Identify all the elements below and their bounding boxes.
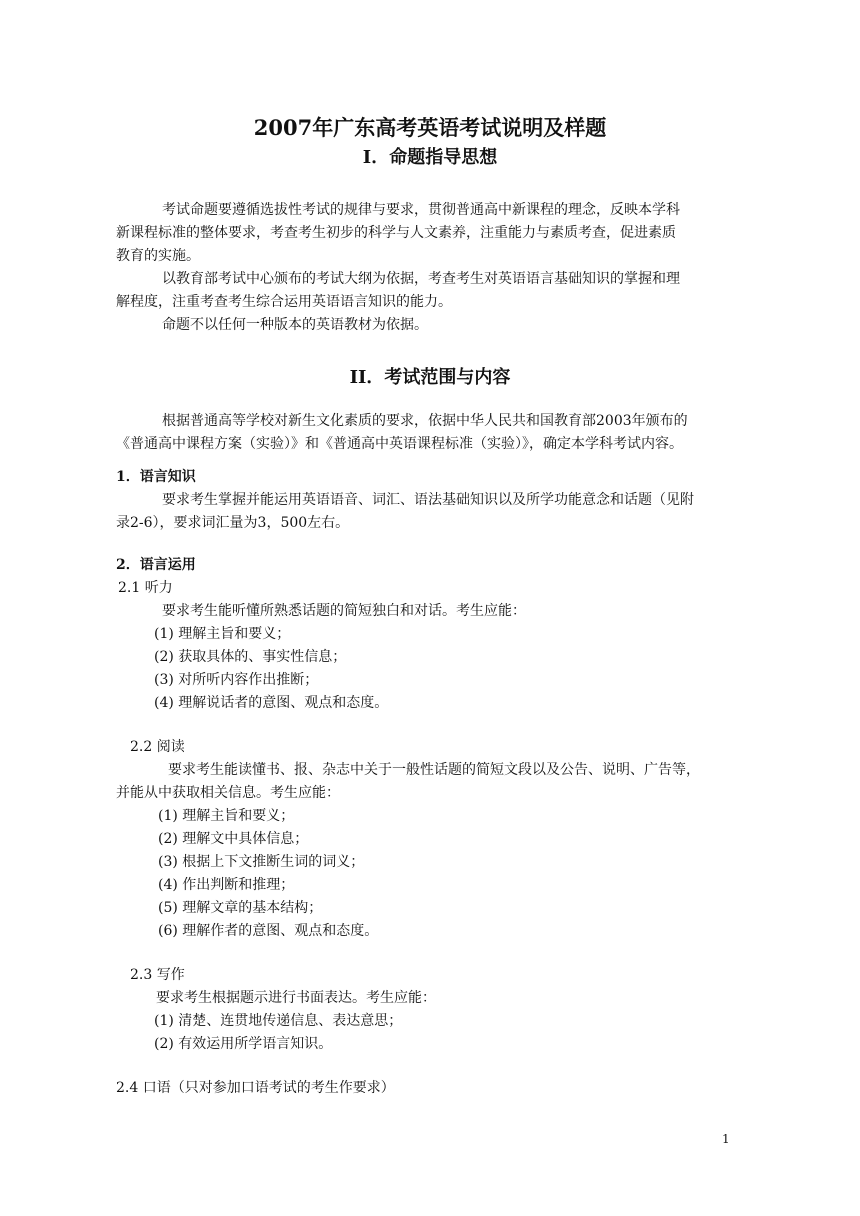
listening-heading: 2.1 听力: [118, 580, 173, 596]
reading-intro-line2: 并能从中获取相关信息。考生应能：: [116, 785, 340, 801]
reading-intro-line1: 要求考生能读懂书、报、杂志中关于一般性话题的简短文段以及公告、说明、广告等，: [168, 762, 700, 778]
reading-heading: 2.2 阅读: [130, 739, 185, 755]
language-use-heading: 2．语言运用: [116, 557, 196, 573]
section2-intro-line2: 《普通高中课程方案（实验）》和《普通高中英语课程标准（实验）》，确定本学科考试内容。: [116, 436, 683, 452]
listening-item: (1) 理解主旨和要义；: [154, 626, 291, 642]
listening-intro: 要求考生能听懂所熟悉话题的简短独白和对话。考生应能：: [162, 603, 526, 619]
section2-heading: II．考试范围与内容: [349, 367, 511, 388]
language-knowledge-line1: 要求考生掌握并能运用英语语音、词汇、语法基础知识以及所学功能意念和话题（见附: [162, 492, 694, 508]
listening-item: (3) 对所听内容作出推断；: [154, 672, 319, 688]
reading-item: (1) 理解主旨和要义；: [158, 808, 295, 824]
reading-item: (3) 根据上下文推断生词的词义；: [158, 854, 365, 870]
document-title: 2007年广东高考英语考试说明及样题: [253, 115, 607, 140]
writing-intro: 要求考生根据题示进行书面表达。考生应能：: [156, 990, 436, 1006]
writing-item: (2) 有效运用所学语言知识。: [154, 1036, 333, 1052]
writing-heading: 2.3 写作: [130, 967, 185, 983]
section1-para1-line2: 新课程标准的整体要求，考查考生初步的科学与人文素养，注重能力与素质考查，促进素质: [116, 225, 676, 241]
section1-para2-line2: 解程度，注重考查考生综合运用英语语言知识的能力。: [116, 294, 452, 310]
language-knowledge-heading: 1．语言知识: [116, 469, 196, 485]
section1-para3-line1: 命题不以任何一种版本的英语教材为依据。: [162, 317, 428, 333]
listening-item: (2) 获取具体的、事实性信息；: [154, 649, 347, 665]
reading-item: (5) 理解文章的基本结构；: [158, 900, 323, 916]
section1-para2-line1: 以教育部考试中心颁布的考试大纲为依据，考查考生对英语语言基础知识的掌握和理: [162, 271, 680, 287]
section1-para1-line1: 考试命题要遵循选拔性考试的规律与要求，贯彻普通高中新课程的理念，反映本学科: [162, 202, 680, 218]
reading-item: (6) 理解作者的意图、观点和态度。: [158, 923, 379, 939]
listening-item: (4) 理解说话者的意图、观点和态度。: [154, 695, 389, 711]
language-knowledge-line2: 录2-6），要求词汇量为3，500左右。: [116, 515, 350, 531]
reading-item: (4) 作出判断和推理；: [158, 877, 295, 893]
section1-heading: I．命题指导思想: [362, 147, 498, 168]
section1-para1-line3: 教育的实施。: [116, 248, 200, 264]
speaking-heading: 2.4 口语（只对参加口语考试的考生作要求）: [116, 1080, 395, 1096]
reading-item: (2) 理解文中具体信息；: [158, 831, 309, 847]
section2-intro-line1: 根据普通高等学校对新生文化素质的要求，依据中华人民共和国教育部2003年颁布的: [162, 413, 688, 429]
writing-item: (1) 清楚、连贯地传递信息、表达意思；: [154, 1013, 403, 1029]
page-number: 1: [722, 1132, 730, 1146]
